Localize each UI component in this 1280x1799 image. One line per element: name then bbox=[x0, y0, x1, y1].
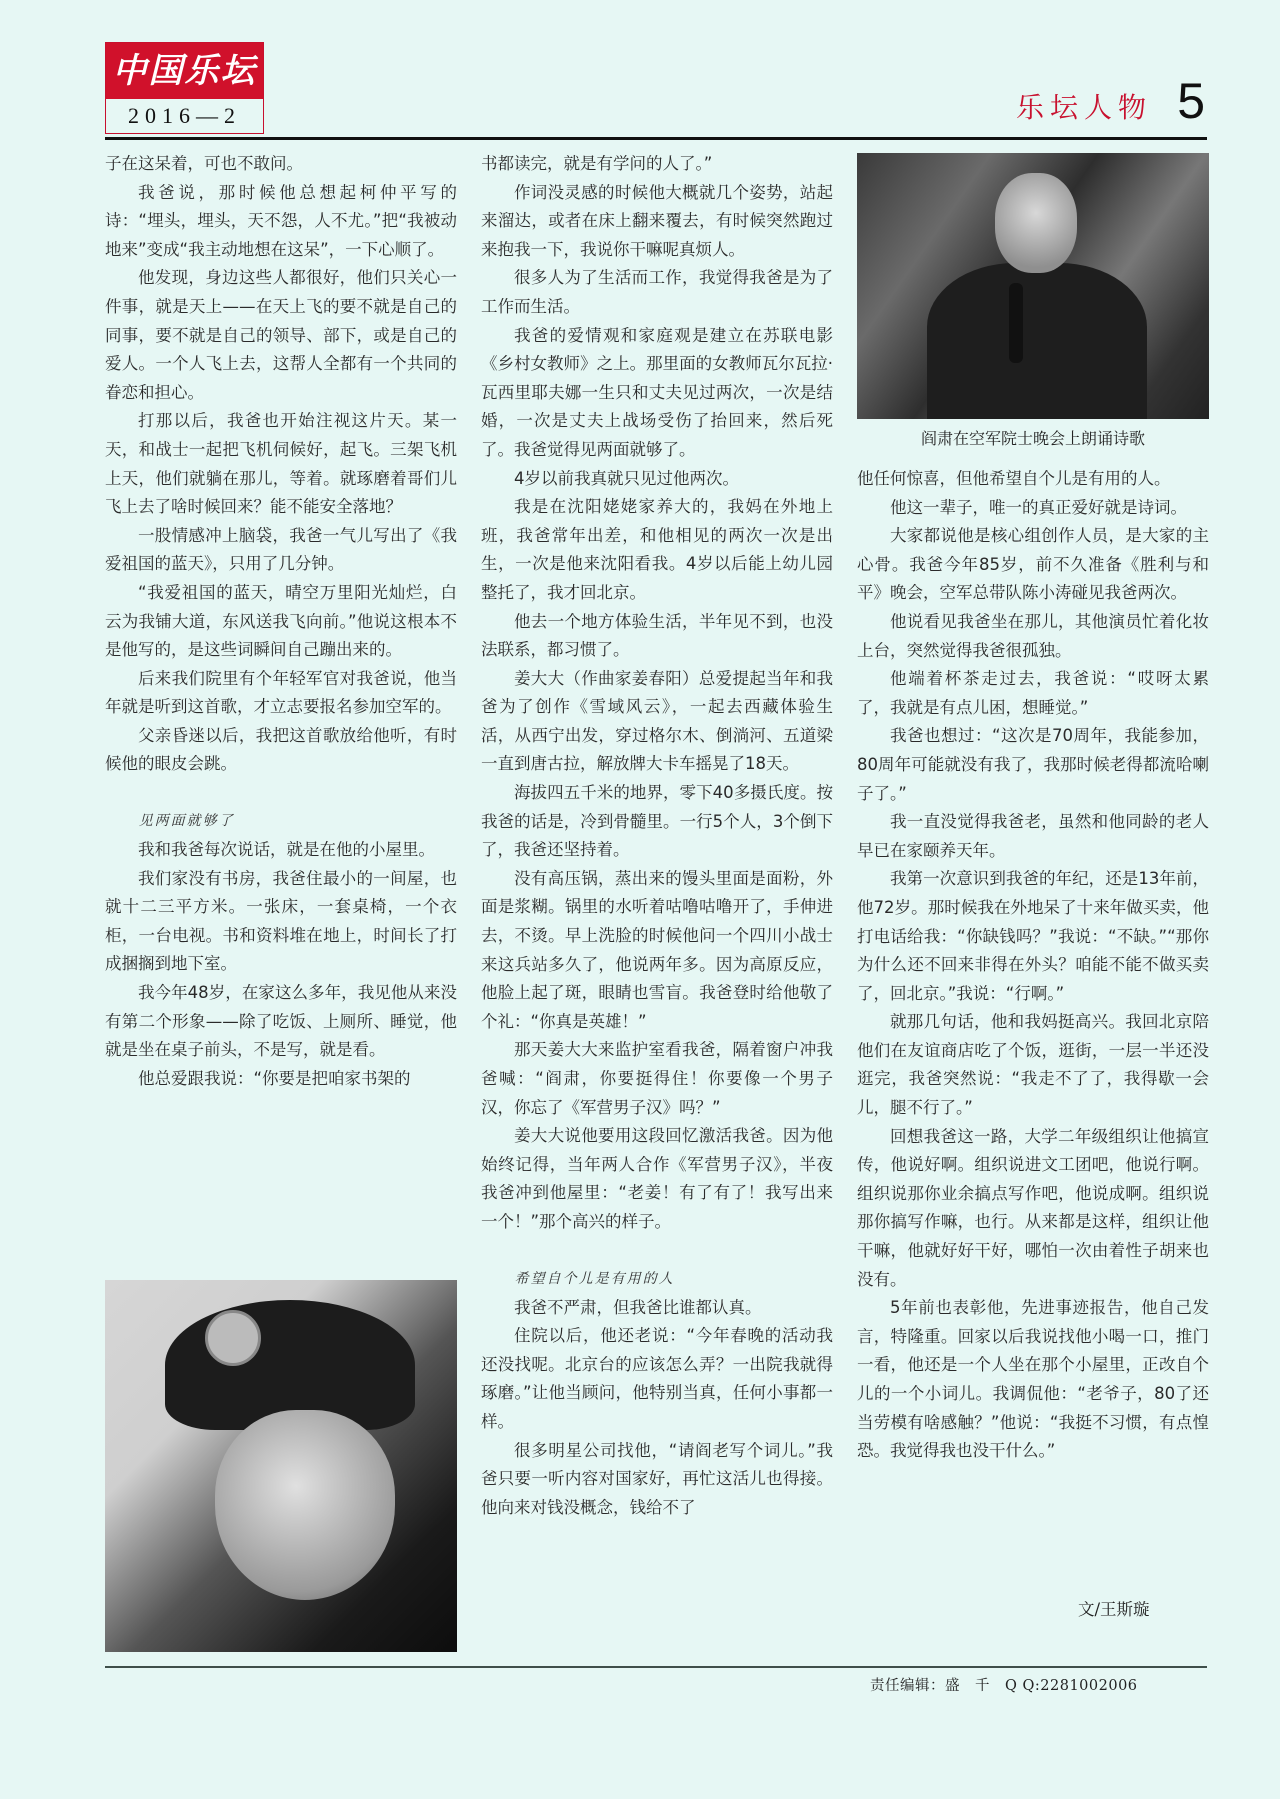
paragraph: 住院以后，他还老说：“今年春晚的活动我还没找呢。北京台的应该怎么弄？一出院我就得琢磨。”让他当顾问，他特别当真，任何小事都一样。 bbox=[481, 1326, 833, 1431]
paragraph: 姜大大（作曲家姜春阳）总爱提起当年和我爸为了创作《雪域风云》，一起去西藏体验生活，从西宁出发，穿过格尔木、倒淌河、五道梁一直到唐古拉，解放牌大卡车摇晃了18天。 bbox=[481, 668, 833, 774]
photo-caption: 阎肃在空军院士晚会上朗诵诗歌 bbox=[920, 429, 1145, 448]
paragraph: 海拔四五千米的地界，零下40多摄氏度。按我爸的话是，冷到骨髓里。一行5个人，3个倒下了，我爸还坚持着。 bbox=[481, 783, 833, 860]
paragraph: 很多人为了生活而工作，我觉得我爸是为了工作而生活。 bbox=[481, 268, 833, 316]
section-title: 乐坛人物 bbox=[1015, 91, 1152, 124]
paragraph: 作词没灵感的时候他大概就几个姿势，站起来溜达，或者在床上翻来覆去，有时候突然跑过来抱我一下，我说你干嘛呢真烦人。 bbox=[481, 182, 833, 259]
author-byline: 文/王斯璇 bbox=[1078, 1600, 1150, 1619]
paragraph: 打那以后，我爸也开始注视这片天。某一天，和战士一起把飞机伺候好，起飞。三架飞机上天，他们就躺在那儿，等着。就琢磨着哥们儿飞上去了啥时候回来？能不能安全落地？ bbox=[105, 411, 457, 517]
paragraph: 他发现，身边这些人都很好，他们只关心一件事，就是天上——在天上飞的要不就是自己的同事，要不就是自己的领导、部下，或是自己的爱人。一个人飞上去，这帮人全都有一个共同的眷恋和担心。 bbox=[105, 268, 457, 402]
editor-info: 责任编辑：盛 千 Q Q:2281002006 bbox=[870, 1678, 1138, 1694]
paragraph: 我爸的爱情观和家庭观是建立在苏联电影《乡村女教师》之上。那里面的女教师瓦尔瓦拉·瓦西里耶夫娜一生只和丈夫见过两次，一次是结婚，一次是丈夫上战场受伤了抬回来，然后死了。我爸觉得见两面就够了。 bbox=[481, 325, 833, 459]
footer-divider bbox=[105, 1666, 1207, 1668]
paragraph: 我爸也想过：“这次是70周年，我能参加，80周年可能就没有我了，我那时候老得都流哈喇子了。” bbox=[857, 726, 1209, 803]
paragraph: 就那几句话，他和我妈挺高兴。我回北京陪他们在友谊商店吃了个饭，逛街，一层一半还没逛完，我爸突然说：“我走不了了，我得歇一会儿，腿不行了。” bbox=[857, 1012, 1209, 1118]
paragraph: 他去一个地方体验生活，半年见不到，也没法联系，都习惯了。 bbox=[481, 611, 833, 660]
portrait-photo bbox=[105, 1280, 457, 1652]
paragraph: 姜大大说他要用这段回忆激活我爸。因为他始终记得，当年两人合作《军营男子汉》，半夜我爸冲到他屋里：“老姜！有了有了！我写出来一个！”那个高兴的样子。 bbox=[481, 1126, 833, 1231]
stage-photo bbox=[857, 153, 1209, 419]
microphone-icon bbox=[1009, 283, 1023, 363]
paragraph: 书都读完，就是有学问的人了。” bbox=[481, 154, 713, 173]
paragraph: 父亲昏迷以后，我把这首歌放给他听，有时候他的眼皮会跳。 bbox=[105, 725, 457, 774]
header-divider bbox=[105, 137, 1207, 140]
paragraph: 他这一辈子，唯一的真正爱好就是诗词。 bbox=[890, 497, 1187, 517]
paragraph: 5年前也表彰他，先进事迹报告，他自己发言，特隆重。回家以后我说找他小喝一口，推门一看，他还是一个人坐在那个小屋里，正改自个儿的一个小词儿。我调侃他：“老爷子，80了还当劳模有啥感触？”他说：“我挺不习惯，有点惶恐。我觉得我也没干什么。” bbox=[857, 1298, 1209, 1461]
subheading: 希望自个儿是有用的人 bbox=[514, 1270, 675, 1287]
article-column-1 bbox=[105, 150, 457, 1093]
paragraph: 我今年48岁，在家这么多年，我见他从来没有第二个形象——除了吃饭、上厕所、睡觉，他就是坐在桌子前头，不是写，就是看。 bbox=[105, 983, 457, 1060]
cap-badge-icon bbox=[205, 1310, 261, 1366]
paragraph: 大家都说他是核心组创作人员，是大家的主心骨。我爸今年85岁，前不久准备《胜利与和平》晚会，空军总带队陈小涛碰见我爸两次。 bbox=[857, 526, 1209, 603]
masthead bbox=[105, 42, 264, 134]
paragraph: 我爸说，那时候他总想起柯仲平写的诗：“埋头，埋头，天不怨，人不尤。”把“我被动地来”变成“我主动地想在这呆”，一下心顺了。 bbox=[105, 182, 457, 259]
paragraph: 他端着杯茶走过去，我爸说：“哎呀太累了，我就是有点儿困，想睡觉。” bbox=[857, 669, 1209, 717]
paragraph: 我第一次意识到我爸的年纪，还是13年前，他72岁。那时候我在外地呆了十来年做买卖，他打电话给我：“你缺钱吗？”我说：“不缺。”“那你为什么还不回来非得在外头？咱能不能不做买卖了，回北京。”我说：“行啊。” bbox=[857, 869, 1209, 1003]
page-number: 5 bbox=[1177, 73, 1205, 129]
paragraph: 后来我们院里有个年轻军官对我爸说，他当年就是听到这首歌，才立志要报名参加空军的。 bbox=[105, 668, 457, 717]
paragraph: 他任何惊喜，但他希望自个儿是有用的人。 bbox=[857, 469, 1171, 488]
magazine-logo: 中国乐坛 bbox=[106, 43, 263, 99]
face bbox=[215, 1410, 395, 1600]
paragraph: 我们家没有书房，我爸住最小的一间屋，也就十二三平方米。一张床，一套桌椅，一个衣柜，一台电视。书和资料堆在地上，时间长了打成捆搁到地下室。 bbox=[105, 868, 457, 974]
paragraph: 我和我爸每次说话，就是在他的小屋里。 bbox=[138, 840, 435, 860]
uniform bbox=[927, 263, 1147, 419]
article-column-2 bbox=[481, 150, 833, 1522]
paragraph: 他总爱跟我说：“你要是把咱家书架的 bbox=[138, 1068, 411, 1088]
paragraph: 我爸不严肃，但我爸比谁都认真。 bbox=[514, 1297, 762, 1317]
paragraph: 我是在沈阳姥姥家养大的，我妈在外地上班，我爸常年出差，和他相见的两次一次是出生，一次是他来沈阳看我。4岁以后能上幼儿园整托了，我才回北京。 bbox=[481, 497, 833, 602]
article-column-3 bbox=[857, 465, 1209, 1466]
paragraph: 回想我爸这一路，大学二年级组织让他搞宣传，他说好啊。组织说进文工团吧，他说行啊。组织说那你业余搞点写作吧，他说成啊。组织说那你搞写作嘛，也行。从来都是这样，组织让他干嘛，他就好好干好，哪怕一次由着性子胡来也没有。 bbox=[857, 1126, 1209, 1289]
paragraph: “我爱祖国的蓝天，晴空万里阳光灿烂，白云为我铺大道，东风送我飞向前。”他说这根本不是他写的，是这些词瞬间自己蹦出来的。 bbox=[105, 582, 457, 660]
paragraph: 我一直没觉得我爸老，虽然和他同龄的老人早已在家颐养天年。 bbox=[857, 812, 1209, 860]
subheading: 见两面就够了 bbox=[138, 813, 235, 830]
paragraph: 他说看见我爸坐在那儿，其他演员忙着化妆上台，突然觉得我爸很孤独。 bbox=[857, 611, 1209, 660]
paragraph: 很多明星公司找他，“请阎老写个词儿。”我爸只要一听内容对国家好，再忙这活儿也得接。他向来对钱没概念，钱给不了 bbox=[481, 1440, 833, 1517]
paragraph: 子在这呆着，可也不敢问。 bbox=[105, 154, 303, 173]
issue-number: 2016—2 bbox=[128, 103, 241, 128]
paragraph: 没有高压锅，蒸出来的馒头里面是面粉，外面是浆糊。锅里的水听着咕噜咕噜开了，手伸进去，不烫。早上洗脸的时候他问一个四川小战士来这兵站多久了，他说两年多。因为高原反应，他脸上起了斑，眼睛也雪盲。我爸登时给他敬了个礼：“你真是英雄！” bbox=[481, 868, 833, 1031]
face bbox=[995, 173, 1077, 273]
paragraph: 一股情感冲上脑袋，我爸一气儿写出了《我爱祖国的蓝天》，只用了几分钟。 bbox=[105, 525, 457, 574]
paragraph: 那天姜大大来监护室看我爸，隔着窗户冲我爸喊：“阎肃，你要挺得住！你要像一个男子汉，你忘了《军营男子汉》吗？” bbox=[481, 1040, 833, 1117]
paragraph: 4岁以前我真就只见过他两次。 bbox=[514, 468, 739, 488]
